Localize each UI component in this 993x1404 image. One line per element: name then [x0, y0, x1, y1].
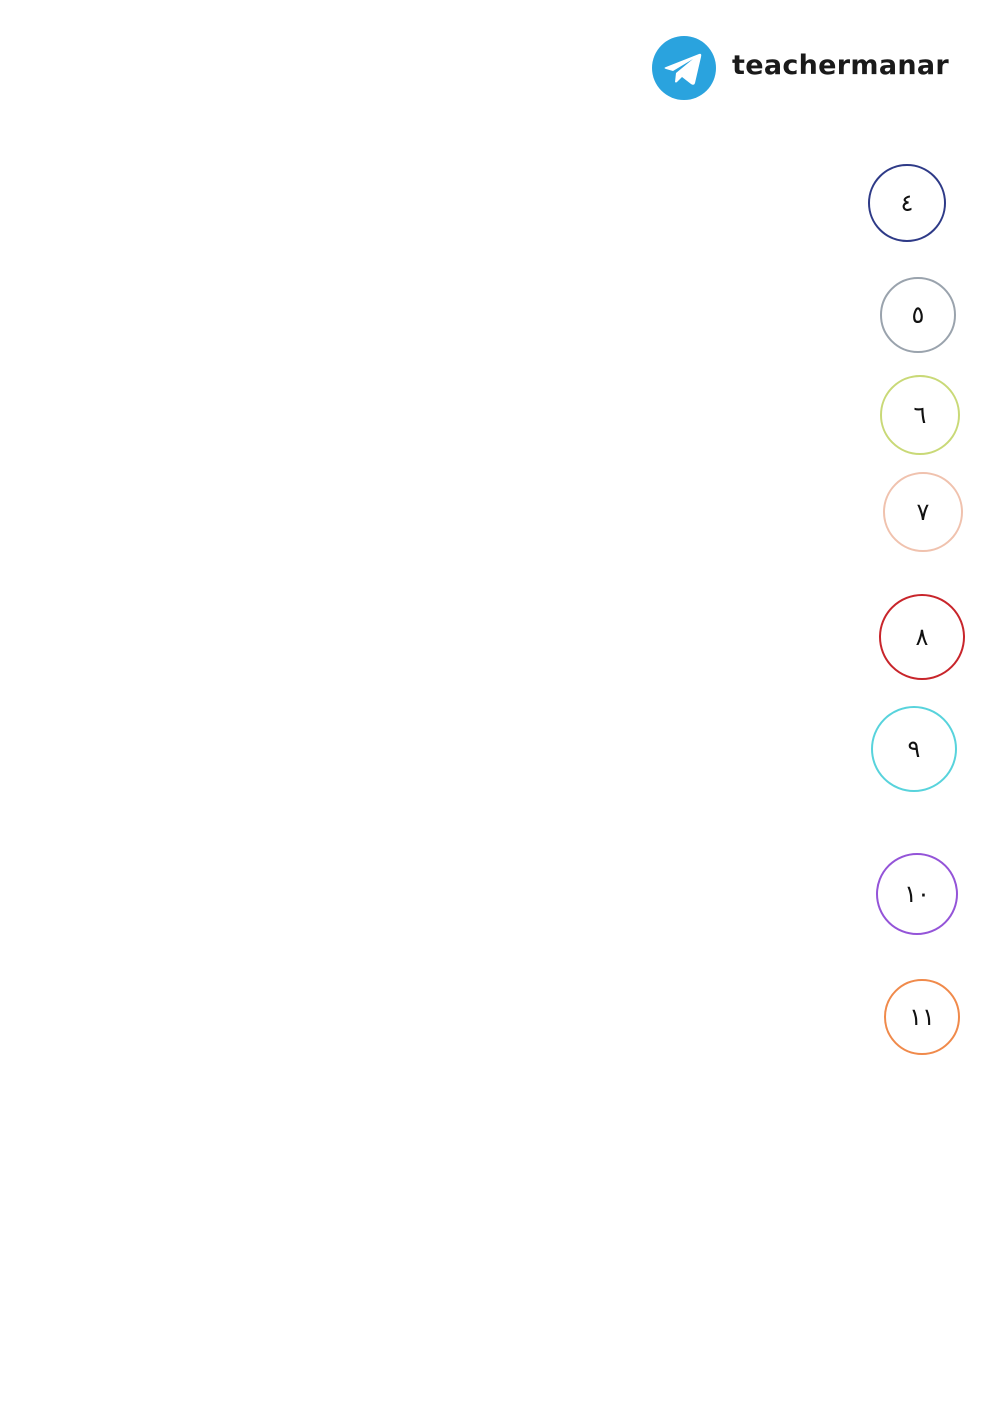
brand-header	[652, 36, 962, 100]
item-number-circle	[880, 375, 960, 455]
item-number: ٥	[911, 301, 925, 329]
item-number: ٧	[916, 498, 930, 526]
item-number: ١١	[909, 1003, 935, 1031]
item-number-circle	[876, 853, 958, 935]
brand-name: teachermanar	[732, 50, 950, 81]
item-number: ٨	[915, 623, 929, 651]
item-number-circle	[871, 706, 957, 792]
item-number-circle	[884, 979, 960, 1055]
item-number-circle	[879, 594, 965, 680]
item-number: ٦	[913, 401, 927, 429]
item-number-circle	[883, 472, 963, 552]
item-number: ٩	[907, 735, 921, 763]
item-number: ٤	[900, 189, 914, 217]
item-number-circle	[880, 277, 956, 353]
item-number: ١٠	[904, 880, 930, 908]
telegram-icon[interactable]	[652, 36, 716, 100]
item-number-circle	[868, 164, 946, 242]
